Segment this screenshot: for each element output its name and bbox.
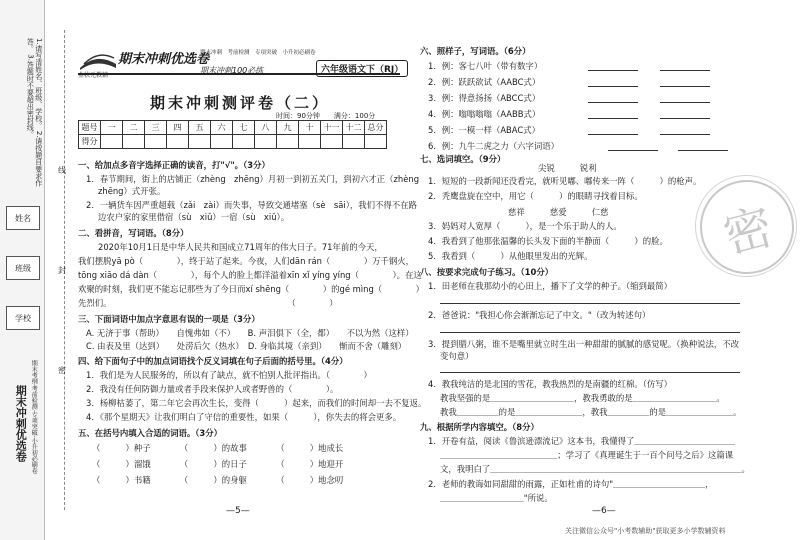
q1-item-2: 2．一辆货车因严重超载（zǎi zài）而失事，导致交通堵塞（sè sāi），我们不得不在路 (86, 200, 417, 210)
q9-item-2b: ＿＿＿＿＿＿＿＿＿＿"所说。 (440, 493, 553, 503)
q2-heading: 二、看拼音，写词语。（8分） (78, 228, 189, 238)
q1-heading: 一、给加点多音字选择正确的读音，打"√"。（3分） (78, 160, 270, 170)
answer-line[interactable] (608, 150, 658, 151)
margin-notes: 1.请写清姓名、班级、学校。 2.请按题目要求作答。 3.答题时不要超出密封线。 (26, 38, 43, 187)
q6-item-4: 4．例：嗡嗡嗡嗡（AABB式） (428, 109, 541, 119)
cut-mark-1: 线 (58, 166, 66, 175)
q7-word-bank-2: 慈祥 慈爱 仁慈 (508, 207, 609, 217)
answer-line[interactable] (588, 70, 638, 71)
score-cell: 八 (255, 121, 277, 135)
q2-line-5: 先烈们。 （ ） (78, 298, 338, 308)
score-input[interactable] (365, 135, 387, 149)
score-cell: 七 (233, 121, 255, 135)
q9-heading: 九、根据所学内容填空。（8分） (420, 422, 539, 432)
score-input[interactable] (145, 135, 167, 149)
q8-item-2: 2．爸爸说："我担心你会渐渐忘记了中文。"（改为转述句） (428, 310, 651, 320)
score-input[interactable] (299, 135, 321, 149)
q2-line-3: tōng xiāo dá dàn（ ），每个人的脸上都洋溢着xīn xǐ yíng yíng（ ）。在这 (78, 270, 422, 280)
q2-line-2: 我们摆脱yā pò（ ），终于站了起来。今夜，人们dān rán（ ）万千钢火， (78, 256, 415, 266)
q2-line-1: 2020年10月1日是中华人民共和国成立71周年的伟大日子。71年前的今天， (98, 242, 383, 252)
score-cell: 十一 (321, 121, 343, 135)
q7-item-1: 1．短短的一段新闻还没看完，就听见嘟、嘟传来一阵（ ）的枪声。 (428, 176, 702, 186)
score-input[interactable] (211, 135, 233, 149)
q1-item-1b: zhēng）式开张。 (98, 186, 166, 196)
tagline: 期末冲刺 考前检测 专项突破 小升初必刷卷 (200, 50, 316, 56)
score-cell: 十 (299, 121, 321, 135)
q6-item-2: 2．例：跃跃欲试（AABC式） (428, 77, 541, 87)
q9-item-1: 1．开卷有益，阅读《鲁滨逊漂流记》这本书，我懂得了＿＿＿＿＿＿＿＿＿＿＿＿ (428, 436, 735, 446)
class-label: 班级 (6, 256, 40, 280)
score-cell: 六 (211, 121, 233, 135)
q4-heading: 四、给下面句子中的加点词语找个反义词填在句子后面的括号里。（4分） (78, 356, 348, 366)
q9-item-1c: 文，我明白了＿＿＿＿＿＿＿＿＿＿＿＿＿＿＿＿＿＿＿＿＿＿＿＿＿＿＿＿＿＿。 (440, 464, 750, 474)
score-cell: 五 (189, 121, 211, 135)
q6-item-1: 1．例：客七八叶（带有数字） (428, 61, 543, 71)
page-number-right: —6— (592, 506, 616, 516)
q8-item-3: 3．提到腊八粥，谁不是嘴里就立时生出一种甜甜的腻腻的感觉呢。（换种说法，不改 (428, 339, 740, 349)
q7-word-bank-1: 尖锐 锐利 (538, 163, 597, 173)
score-row-label: 得分 (79, 135, 101, 149)
q6-item-6: 6．例：九牛二虎之力（六字词语） (428, 141, 559, 151)
q1-item-1: 1．春节期间，街上的店铺正（zhèng zhēng）月初一到初五关门，到初六才正（zhèng (86, 174, 420, 184)
q6-item-5: 5．例：一模一样（ABAC式） (428, 125, 540, 135)
school-label: 学校 (6, 306, 40, 330)
score-cell: 九 (277, 121, 299, 135)
q8-item-4a: 教我坚强的是＿＿＿＿＿＿＿＿＿＿，教我勇敢的是＿＿＿＿＿＿＿＿＿＿。 (440, 393, 725, 403)
grade-badge: 六年级语文下（RJ） (316, 60, 408, 77)
q4-item-2: 2．我没有任何防御力量或者手段来保护人或者野兽的（ ）。 (86, 384, 339, 394)
score-input[interactable] (277, 135, 299, 149)
score-cell: 题号 (79, 121, 101, 135)
q8-item-1: 1．田老师在我那幼小的心田上，播下了文学的种子。（缩到最简） (428, 281, 673, 291)
answer-line[interactable] (678, 150, 728, 151)
score-cell: 四 (167, 121, 189, 135)
answer-line[interactable] (588, 118, 638, 119)
score-input[interactable] (321, 135, 343, 149)
answer-line[interactable] (440, 332, 740, 333)
brand-name: 期末冲刺优选卷 (118, 52, 210, 67)
score-cell: 十二 (343, 121, 365, 135)
score-header-row (79, 121, 387, 135)
confidential-seal: 密 (689, 169, 800, 284)
q6-item-3: 3．例：得意扬扬（ABCC式） (428, 93, 541, 103)
cut-mark-3: 密 (58, 366, 66, 375)
score-cell: 总分 (365, 121, 387, 135)
score-input[interactable] (101, 135, 123, 149)
score-cell: 三 (145, 121, 167, 135)
q7-item-5: 5．我看到（ ）从他眼里发出的光辉。 (428, 251, 593, 261)
q8-item-4: 4．教我纯洁的是北国的雪花，教我热烈的是南疆的红棉。（仿写） (428, 379, 673, 389)
q2-line-4: 欢聚的时刻，我们更不能忘记那些为了今日而xí shēng（ ）的gé mìng（ ） (78, 284, 425, 294)
q8-heading: 八、按要求完成句子练习。（10分） (420, 267, 554, 277)
q8-item-4b: 教我＿＿＿＿＿的是＿＿＿＿＿＿＿＿，教我＿＿＿＿＿的是＿＿＿＿＿＿＿＿。 (440, 407, 742, 417)
q6-heading: 六、照样子，写词语。（6分） (420, 46, 531, 56)
score-input[interactable] (343, 135, 365, 149)
score-input[interactable] (167, 135, 189, 149)
footer-watermark: 关注微信公众号"小考数辅助"获取更多小学数辅资料 (565, 527, 726, 535)
name-label: 姓名 (6, 206, 40, 230)
q5-row-2: （ ）溜饿 （ ）的日子 （ ）地迎开 (92, 459, 344, 469)
q5-row-1: （ ）种子 （ ）的故事 （ ）地成长 (92, 443, 344, 453)
slogan: 期末冲刺100必练 (200, 66, 264, 75)
cut-mark-2: 封 (58, 266, 66, 275)
q7-heading: 七、选词填空。（9分） (420, 154, 506, 164)
q3-heading: 三、下面词语中加点字意思有误的一项是（3分） (78, 314, 260, 324)
score-cell: 一 (101, 121, 123, 135)
answer-line[interactable] (588, 86, 638, 87)
exam-title: 期末冲刺测评卷（二） (149, 94, 330, 112)
logo-sub: 金状元教辅 (78, 72, 109, 79)
score-table (78, 120, 387, 149)
answer-line[interactable] (660, 70, 710, 71)
page-number-left: —5— (226, 506, 250, 516)
answer-line[interactable] (660, 86, 710, 87)
q8-item-3b: 变句意） (440, 351, 474, 361)
header-rule (78, 73, 400, 75)
answer-line[interactable] (660, 134, 710, 135)
answer-line[interactable] (588, 134, 638, 135)
book-icon (78, 46, 118, 72)
answer-line[interactable] (440, 303, 740, 304)
q3-option-cd: C. 由表及里（达到） 处涝后欠（热水） D. 身临其境（亲到） 惭而不舍（雕刻） (86, 341, 407, 351)
margin-brand-sub: 期末考纲·考前检测·专项突破·小升初必刷卷 (30, 360, 38, 474)
answer-line[interactable] (588, 102, 638, 103)
margin-brand: 期末冲刺优选卷 (14, 385, 28, 462)
q7-item-4: 4．我看到了他那张温馨的长头发下面的半静面（ ）的脸。 (428, 236, 668, 246)
score-input[interactable] (189, 135, 211, 149)
q4-item-1: 1．我们是为人民服务的，所以有了缺点，就不怕别人批评指出。（ ） (86, 370, 372, 380)
score-cell: 二 (123, 121, 145, 135)
binding-margin (0, 0, 45, 540)
time-info: 时间：90分钟 满分：100分 (276, 112, 376, 120)
q5-heading: 五、在括号内填入合适的词语。（3分） (78, 428, 223, 438)
q9-item-2: 2．老师的教诲如同甜甜的雨露，正如杜甫的诗句"＿＿＿＿＿＿＿＿＿＿＿， (428, 479, 714, 489)
score-input[interactable] (233, 135, 255, 149)
q4-item-4: 4．《那个星期天》让我们明白了守信的重要性，如果（ ），你失去的将会更多。 (86, 412, 402, 422)
q9-item-1b: ＿＿＿＿＿＿＿＿＿＿＿＿＿＿；学习了《真理诞生于一百个问号之后》这篇课 (440, 450, 734, 460)
q5-row-3: （ ）书籍 （ ）的身躯 （ ）地念叨 (92, 475, 344, 485)
score-value-row (79, 135, 387, 149)
q4-item-3: 3．杨柳枯萎了，第二年它会再次生长，变得（ ）起来，而我们的时间却一去不复返。 (86, 398, 427, 408)
answer-line[interactable] (660, 102, 710, 103)
q7-item-3: 3．妈妈对人宽厚（ ），是一个乐于助人的人。 (428, 221, 622, 231)
answer-line[interactable] (440, 372, 740, 373)
q3-option-ab: A. 无济于事（帮助） 自愧弗如（不） B. 声泪俱下（全，都） 不以为然（这样） (86, 328, 414, 338)
q1-item-2b: 边农户家的家里借宿（sù xiǔ）一宿（sù xiǔ）。 (98, 212, 290, 222)
score-input[interactable] (123, 135, 145, 149)
q7-item-2: 2．秃鹰盘旋在空中，用它（ ）的眼睛寻找着目标。 (428, 191, 643, 201)
score-input[interactable] (255, 135, 277, 149)
answer-line[interactable] (660, 118, 710, 119)
